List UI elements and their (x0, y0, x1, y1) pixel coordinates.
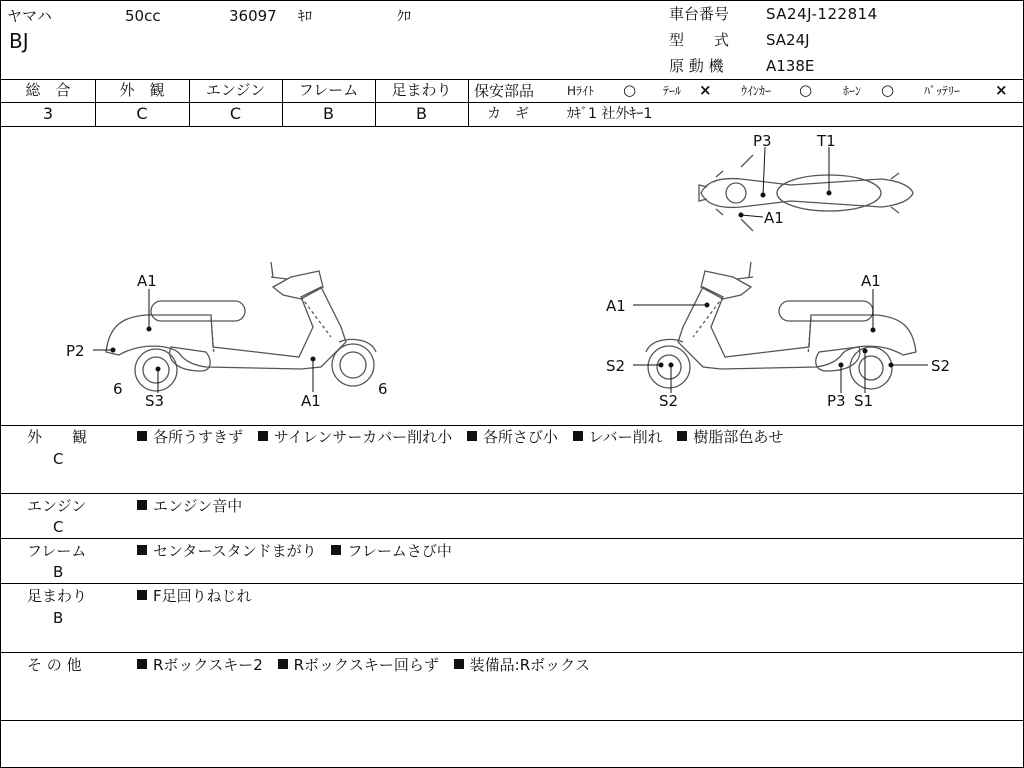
label-left-p2: P2 (66, 342, 85, 360)
label-top-p3: P3 (753, 132, 772, 150)
label-left-6-rear: 6 (378, 380, 388, 398)
remark-item: フレームさび中 (347, 542, 452, 560)
remark-item: Rボックスキー2 (153, 656, 263, 674)
remark-frame-items (137, 544, 462, 559)
remark-exterior-items (137, 430, 793, 445)
engine-label: 原 動 機 (669, 57, 724, 75)
engine-value: A138E (766, 57, 815, 75)
safety-headlight-mark: ○ (623, 81, 637, 99)
grade-engine-value: C (229, 104, 242, 123)
key-label: カ ギ (487, 106, 529, 122)
remark-other-category: そ の 他 (27, 656, 82, 674)
grade-frame-value: B (323, 104, 334, 123)
frame-no: SA24J-122814 (766, 5, 878, 23)
remark-suspension-items (137, 589, 262, 604)
type-value: SA24J (766, 31, 810, 49)
displacement: 50cc (125, 7, 161, 25)
label-right-a1-rear: A1 (861, 272, 881, 290)
mileage-unit: ｷﾛ (298, 9, 312, 25)
remark-item: サイレンサーカバー削れ小 (273, 428, 453, 446)
safety-horn-mark: ○ (881, 81, 895, 99)
safety-battery-name: ﾊﾞｯﾃﾘｰ (924, 84, 961, 98)
remark-exterior-grade: C (53, 450, 64, 468)
remark-exterior-category: 外 観 (27, 428, 88, 446)
maker: ヤマハ (7, 7, 52, 25)
label-left-a1-bottom: A1 (301, 392, 321, 410)
safety-battery-mark: × (995, 81, 1008, 99)
grade-exterior-value: C (136, 104, 148, 123)
label-right-s2-right: S2 (931, 357, 951, 375)
grade-suspension-label: 足まわり (391, 81, 452, 99)
label-left-a1-top: A1 (137, 272, 157, 290)
remark-engine-category: エンジン (27, 497, 87, 515)
label-right-p3: P3 (827, 392, 846, 410)
grade-total-label: 総 合 (25, 81, 71, 99)
type-label: 型 式 (669, 31, 730, 49)
grade-exterior-label: 外 観 (119, 81, 165, 99)
remark-item: センタースタンドまがり (153, 542, 317, 560)
safety-winker-mark: ○ (799, 81, 813, 99)
grade-total-value: 3 (42, 104, 54, 123)
mileage: 36097 (229, 7, 277, 25)
label-top-t1: T1 (817, 132, 836, 150)
frame-no-label: 車台番号 (669, 5, 730, 23)
model-name: BJ (9, 29, 29, 53)
label-top-a1: A1 (764, 209, 784, 227)
remark-item: レバー削れ (588, 428, 663, 446)
safety-tail-mark: × (699, 81, 712, 99)
grade-frame-label: フレーム (298, 81, 359, 99)
label-left-6-front: 6 (113, 380, 123, 398)
remark-engine-items (137, 499, 252, 514)
remark-item: F足回りねじれ (153, 587, 252, 605)
safety-parts-label: 保安部品 (474, 82, 535, 100)
remark-item: 各所さび小 (482, 428, 558, 446)
safety-headlight-name: Hﾗｲﾄ (567, 84, 595, 98)
grade-suspension-value: B (416, 104, 427, 123)
remark-item: 樹脂部色あせ (693, 428, 784, 446)
remark-suspension-category: 足まわり (27, 587, 88, 605)
color: ｸﾛ (397, 9, 411, 25)
label-right-a1-front: A1 (606, 297, 626, 315)
scooter-top-view (699, 155, 913, 231)
scooter-diagram (1, 127, 1023, 425)
key-value: ｶｷﾞ1 社外ｷｰ1 (567, 106, 653, 122)
remark-frame-grade: B (53, 563, 64, 581)
label-right-s2-bottom: S2 (659, 392, 679, 410)
remark-item: 装備品:Rボックス (469, 656, 590, 674)
safety-tail-name: ﾃｰﾙ (663, 84, 682, 98)
grade-engine-label: エンジン (205, 81, 266, 99)
remark-item: エンジン音中 (153, 497, 243, 515)
remark-item: 各所うすきず (153, 428, 244, 446)
remark-frame-category: フレーム (27, 542, 87, 560)
remark-suspension-grade: B (53, 609, 64, 627)
safety-winker-name: ｳｲﾝｶｰ (741, 84, 772, 98)
label-right-s2-left: S2 (606, 357, 626, 375)
label-left-s3: S3 (145, 392, 165, 410)
remark-item: Rボックスキー回らず (293, 656, 439, 674)
remark-other-items (137, 658, 600, 673)
safety-horn-name: ﾎｰﾝ (843, 84, 862, 98)
remark-engine-grade: C (53, 518, 64, 536)
label-right-s1: S1 (854, 392, 874, 410)
